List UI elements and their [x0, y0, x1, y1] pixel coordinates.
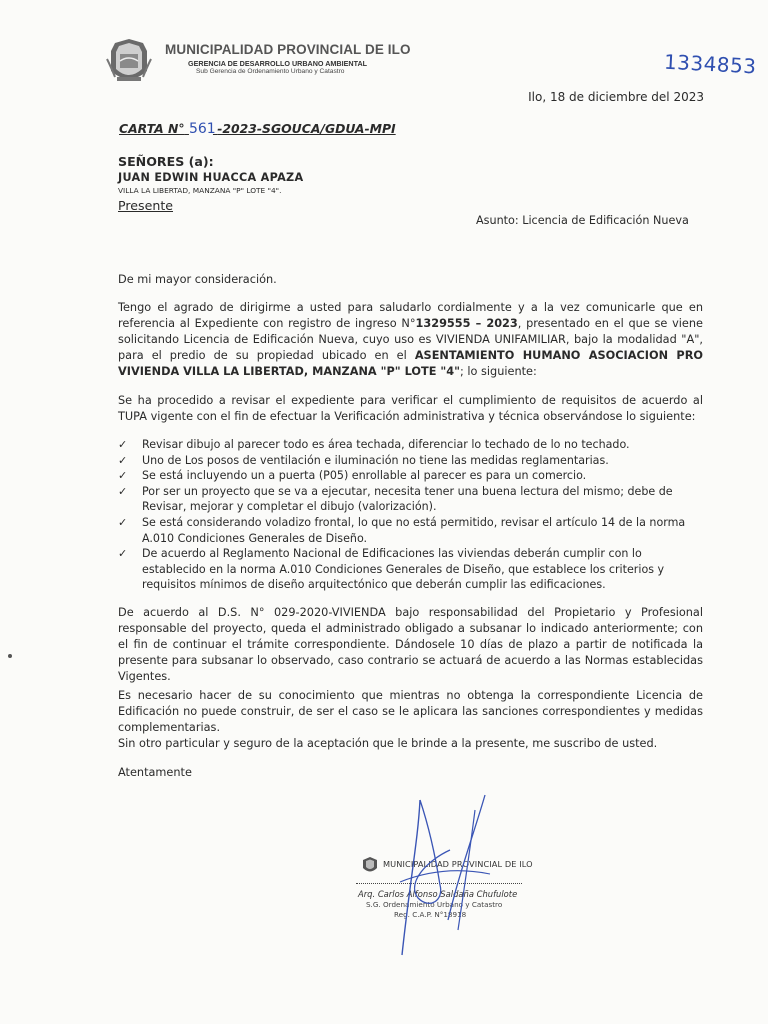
paragraph-legal: De acuerdo al D.S. N° 029-2020-VIVIENDA bajo responsabilidad del Propietario y Profesional responsable del proyecto, queda el administrado obligado a subsanar lo indicado anteriormente; con el fin de continuar el trámite correspondiente. Dándosele 10 días de plazo a partir de notificada la presente para subsanar lo observado, caso contrario se actuará de acuerdo a las Normas establecidas Vigentes.: [118, 606, 703, 683]
para1-text-e: ; lo siguiente:: [459, 365, 537, 378]
para1-text-c: , presentado en el que se viene solicitando Licencia de Edificación Nueva, cuyo uso es VIVIENDA UNIFAMILIAR, bajo la modalidad "A", para el predio de su propiedad ubicado en el: [118, 317, 703, 362]
observation-text: Se está incluyendo un a puerta (P05) enrollable al parecer es para un comercio.: [142, 469, 587, 483]
signer-registration: Reg. C.A.P. N°18918: [394, 910, 467, 919]
handwritten-signature: [380, 790, 510, 965]
list-item: [118, 546, 703, 593]
subgerencia-name: Sub Gerencia de Ordenamiento Urbano y Catastro: [196, 68, 345, 75]
presente-label: Presente: [118, 198, 173, 213]
property-location: ASENTAMIENTO HUMANO ASOCIACION PRO VIVIENDA VILLA LA LIBERTAD, MANZANA "P" LOTE "4": [118, 349, 703, 378]
handwritten-number: 1334853: [663, 49, 758, 79]
check-icon: ✓: [118, 453, 128, 467]
observation-text: Por ser un proyecto que se va a ejecutar, necesita tener una buena lectura del mismo; debe de Revisar, mejorar y completar el dibujo (valorización).: [142, 484, 673, 514]
municipal-crest-icon: [105, 37, 153, 87]
check-icon: ✓: [118, 469, 128, 483]
observation-text: De acuerdo al Reglamento Nacional de Edificaciones las viviendas deberán cumplir con lo establecido en la norma A.010 Condiciones Generales de Diseño, que establece los criterios y requisitos mínimos de diseño arquitectónico que deberán cumplir las edificaciones.: [142, 547, 665, 592]
carta-suffix: -2023-SGOUCA/GDUA-MPI: [217, 121, 396, 136]
scan-speck: [8, 654, 12, 658]
list-item: [118, 515, 703, 546]
recipient-address: VILLA LA LIBERTAD, MANZANA "P" LOTE "4".: [118, 186, 282, 195]
carta-number: 561: [188, 121, 216, 137]
list-item: [118, 453, 703, 469]
carta-reference: [119, 121, 396, 137]
asunto-line: Asunto: Licencia de Edificación Nueva: [476, 214, 689, 227]
carta-prefix: CARTA N°: [119, 121, 185, 136]
check-icon: ✓: [118, 484, 128, 498]
list-item: [118, 437, 703, 453]
paragraph-intro: [118, 300, 703, 380]
para1-text-a: Tengo el agrado de dirigirme a usted para saludarlo cordialmente y a la vez comunicarle que en referencia al Expediente con registro de ingreso N°: [118, 301, 703, 330]
paragraph-review: Se ha procedido a revisar el expediente para verificar el cumplimiento de requisitos de acuerdo al TUPA vigente con el fin de efectuar la Verificación administrativa y técnica observándose lo siguiente:: [118, 394, 703, 423]
observation-text: Uno de Los posos de ventilación e iluminación no tiene las medidas reglamentarias.: [142, 453, 609, 467]
municipality-name: MUNICIPALIDAD PROVINCIAL DE ILO: [165, 42, 411, 57]
greeting: De mi mayor consideración.: [118, 273, 277, 286]
closing: Atentamente: [118, 766, 192, 779]
stamp-entity: MUNICIPALIDAD PROVINCIAL DE ILO: [383, 859, 533, 869]
salutation: SEÑORES (a):: [118, 154, 214, 169]
list-item: [118, 484, 703, 515]
check-icon: ✓: [118, 438, 128, 451]
date-line: Ilo, 18 de diciembre del 2023: [528, 90, 704, 104]
recipient-name: JUAN EDWIN HUACCA APAZA: [118, 171, 304, 184]
gerencia-name: GERENCIA DE DESARROLLO URBANO AMBIENTAL: [188, 59, 368, 68]
stamp-crest-icon: [360, 855, 380, 875]
expediente-number: 1329555 – 2023: [415, 317, 518, 330]
signer-role: S.G. Ordenamiento Urbano y Catastro: [366, 900, 503, 909]
observation-text: Se está considerando voladizo frontal, lo que no está permitido, revisar el artículo 14 de la norma A.010 Condiciones Generales de Diseño.: [142, 515, 686, 545]
paragraph-farewell: Sin otro particular y seguro de la aceptación que le brinde a la presente, me suscribo de usted.: [118, 737, 658, 750]
paragraph-warning: Es necesario hacer de su conocimiento que mientras no obtenga la correspondiente Licencia de Edificación no puede construir, de ser el caso se le aplicara las sanciones correspondientes y medidas complementarias.: [118, 689, 703, 734]
signer-name: Arq. Carlos Alfonso Saldaña Chufulote: [358, 889, 518, 899]
observation-text: Revisar dibujo al parecer todo es área techada, diferenciar lo techado de lo no techado.: [142, 438, 630, 451]
check-icon: ✓: [118, 515, 128, 529]
observations-list: [118, 437, 703, 593]
list-item: [118, 468, 703, 484]
check-icon: ✓: [118, 547, 128, 561]
